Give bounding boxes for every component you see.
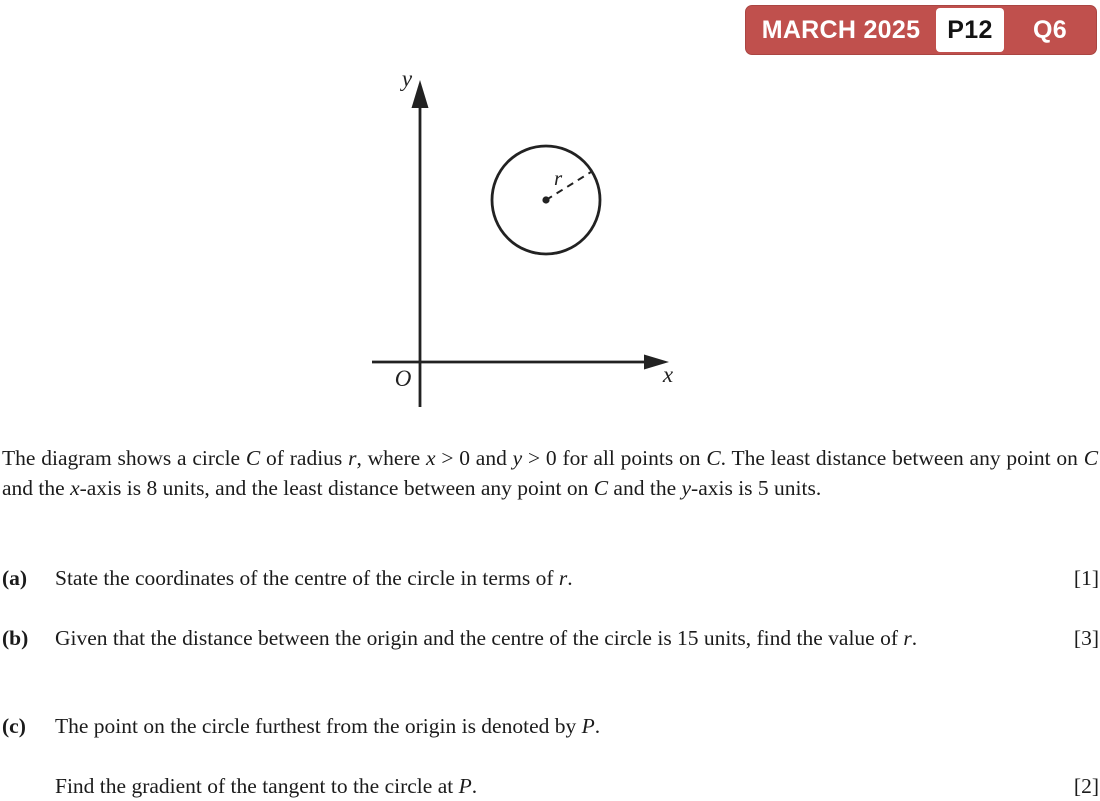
part-b-text: Given that the distance between the origin and the centre of the circle is 15 units, find the value of r. [55,626,918,650]
badge-session: MARCH 2025 [761,15,921,44]
problem-statement: The diagram shows a circle C of radius r, where x > 0 and y > 0 for all points on C. The least distance between any point on C and the x-axis is 8 units, and the least distance between any point on C and the y-axis is 5 units. [2,446,1099,500]
part-a-text: State the coordinates of the centre of the circle in terms of r. [55,566,573,590]
part-a-marks: [1] [1073,566,1099,590]
part-c-marks: [2] [1073,774,1099,798]
radius-label: r [554,166,563,190]
y-axis-label: y [401,66,413,91]
question-header-badge [745,5,1097,55]
part-c-label: (c) [2,714,26,738]
origin-label: O [394,366,412,391]
circle-diagram [365,60,685,410]
y-axis-arrowhead-icon [412,80,429,108]
part-a [0,563,1100,593]
part-c-continued [0,771,1100,801]
part-c [0,711,1100,741]
radius-dashed-line [546,172,591,200]
x-axis-label: x [662,362,674,387]
part-a-label: (a) [2,566,28,590]
badge-paper-number: P12 [936,8,1004,52]
part-c-text: The point on the circle furthest from the origin is denoted by P. [55,714,601,738]
part-b-label: (b) [2,626,29,650]
part-b [0,623,1100,653]
part-b-marks: [3] [1073,626,1099,650]
badge-question-number: Q6 [1033,15,1067,44]
part-c-continued-text: Find the gradient of the tangent to the circle at P. [55,774,478,798]
